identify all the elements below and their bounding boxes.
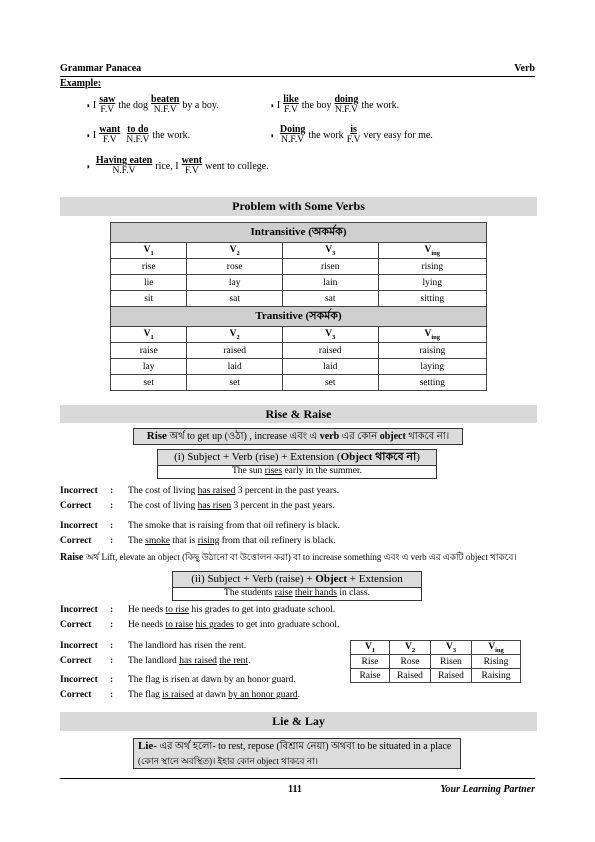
correct-row: Correct : He needs to raise his grades to get into graduate school. [60,620,340,630]
footer-tagline: Your Learning Partner [440,784,535,795]
example-2 [270,94,399,116]
fraction: $\frac{\text{Doing}}{N.F.V}$ [279,124,306,145]
table-row: set set set setting [111,375,487,391]
example-text: the work. [152,129,191,141]
fraction: $\frac{\text{doing}}{N.F.V}$ [334,94,359,115]
example-text: went to college. [205,160,269,172]
bullet-icon: ◗ [270,100,275,110]
incorrect-row: Incorrect : The smoke that is raising from that oil refinery is black. [60,521,340,531]
table-row: raise raised raised raising [111,343,487,359]
verb-table [110,222,487,391]
example-text: the boy [301,99,332,111]
intransitive-caption: Intransitive (অকর্মক) [111,223,487,243]
example-1 [86,94,219,116]
bullet-icon: ◗ [86,161,91,171]
rise-definition: Rise অর্থ to get up (ওঠা) , increase এবং এ verb এর কোন object থাকবে না। [133,428,463,445]
header-rule [60,76,535,77]
fraction: $\frac{\text{Having eaten}}{N.F.V}$ [95,155,153,176]
incorrect-row: Incorrect : The flag is risen at dawn by an honor guard. [60,675,296,685]
example-4 [270,124,433,146]
section-lie-lay: Lie & Lay [60,712,537,731]
example-text: I [92,99,97,111]
transitive-caption: Transitive (সকর্মক) [111,307,487,327]
correct-row: Correct : The flag is raised at dawn by an honor guard. [60,690,301,700]
example-text: by a boy. [182,99,219,111]
table-row: sit sat sat sitting [111,291,487,307]
table-row: lay laid laid laying [111,359,487,375]
fraction: $\frac{is}{F.V}$ [346,124,361,145]
raise-definition: Raise অর্থ Lift, elevate an object (কিছু উঠানো বা উত্তোলন করা) বা to increase something এবং এ verb এর একটি object থাকবে। [60,552,517,563]
example-3 [86,124,190,146]
book-title: Grammar Panacea [60,63,142,74]
table-row: lie lay lain lying [111,275,487,291]
table-header-row: $V_1$ $V_2$ $V_3$ $V_{ing}$ [111,243,487,259]
fraction: $\frac{\text{like}}{F.V}$ [283,94,299,115]
formula-rise-example: The sun rises early in the summer. [157,464,437,479]
table-row: Raise Raised Raised Raising [351,669,521,683]
formula-raise: (ii) Subject + Verb (raise) + Object + Extension [172,571,422,588]
fraction: $\frac{\text{beaten}}{N.F.V}$ [151,94,180,115]
section-problem-verbs: Problem with Some Verbs [60,197,537,216]
example-5 [86,155,269,177]
example-text: the work [308,129,344,141]
table-row: Rise Rose Risen Rising [351,655,521,669]
correct-row: Correct : The cost of living has risen 3 percent in the past years. [60,501,335,511]
section-rise-raise: Rise & Raise [60,405,537,423]
example-text: I [92,129,97,141]
fraction: $\frac{\text{saw}}{F.V}$ [99,94,116,115]
rise-raise-table [350,640,521,683]
table-row: rise rose risen rising [111,259,487,275]
bullet-icon: ◗ [86,130,91,140]
formula-rise: (i) Subject + Verb (rise) + Extension (Object থাকবে না) [157,449,437,466]
example-text: the dog [118,99,149,111]
example-label: Example: [60,78,102,89]
table-header-row: $V_1$ $V_2$ $V_3$ $V_{ing}$ [111,327,487,343]
table-header-row: $V_1$ $V_2$ $V_3$ $V_{ing}$ [351,641,521,655]
formula-raise-example: The students raise their hands in class. [172,586,422,601]
footer-rule [60,778,535,779]
incorrect-row: Incorrect : He needs to rise his grades to get into graduate school. [60,605,336,615]
fraction: $\frac{\text{want}}{F.V}$ [99,124,121,145]
fraction: $\frac{\text{went}}{F.V}$ [181,155,203,176]
example-text: rice, I [155,160,179,172]
bullet-icon: ◗ [270,130,275,140]
lie-definition: Lie- এর অর্থ হলো- to rest, repose (বিশ্রাম নেয়া) অথবা to be situated in a place (কোন স্থানে অবস্থিত)। ইহার কোন object থাকবে না। [133,738,461,769]
correct-row: Correct : The smoke that is rising from that oil refinery is black. [60,536,336,546]
example-text: I [276,99,281,111]
incorrect-row: Incorrect : The landlord has risen the rent. [60,641,247,651]
page-number: 111 [288,784,302,795]
bullet-icon: ◗ [86,100,91,110]
fraction: $\frac{\text{to do}}{N.F.V}$ [126,124,150,145]
example-text: the work. [361,99,400,111]
incorrect-row: Incorrect : The cost of living has raised 3 percent in the past years. [60,486,340,496]
correct-row: Correct : The landlord has raised the rent. [60,656,251,666]
example-text: very easy for me. [363,129,433,141]
chapter-title: Verb [514,63,535,74]
